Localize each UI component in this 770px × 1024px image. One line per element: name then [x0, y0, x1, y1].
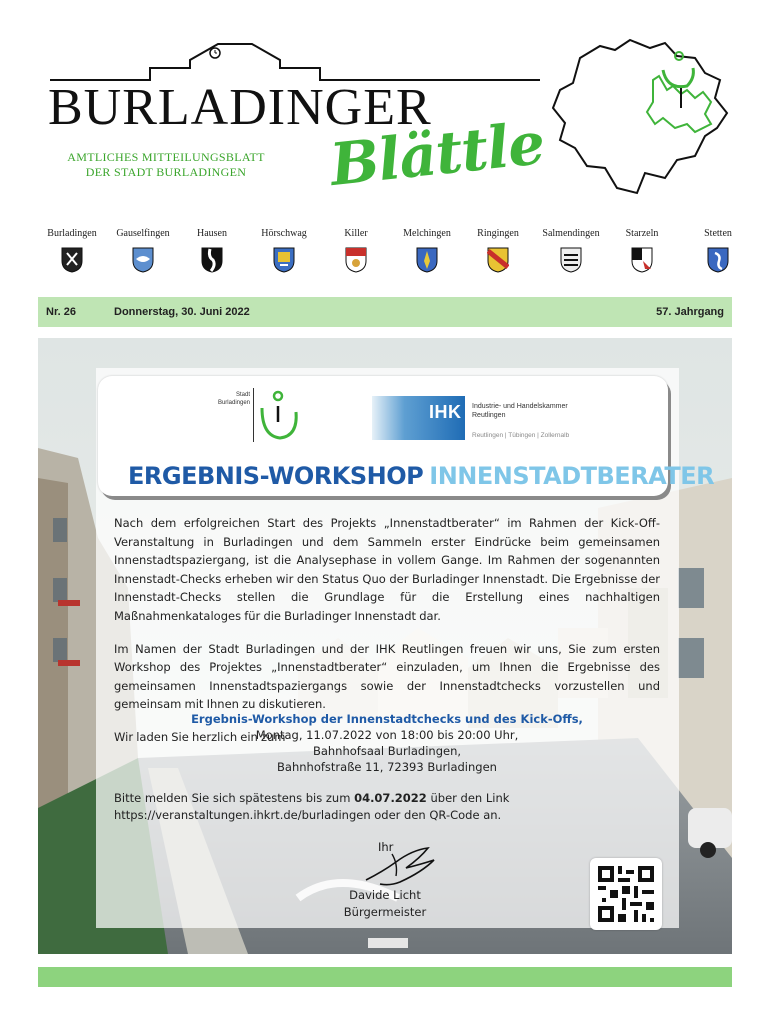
issue-date: Donnerstag, 30. Juni 2022	[114, 306, 250, 318]
burladingen-crest-icon	[61, 247, 83, 273]
village-stetten	[678, 228, 758, 273]
event-address: Bahnhofstraße 11, 72393 Burladingen	[277, 760, 497, 774]
masthead-script-title: Blättle	[327, 108, 548, 200]
killer-crest-icon	[345, 247, 367, 273]
village-name: Salmendingen	[542, 228, 600, 239]
signer-name: Davide Licht	[349, 888, 421, 902]
village-name: Ringingen	[477, 228, 519, 239]
event-details	[114, 711, 660, 775]
issue-volume: 57. Jahrgang	[656, 306, 724, 318]
village-ringingen	[458, 228, 538, 273]
village-salmendingen	[531, 228, 611, 273]
ihk-logo-text: IHK	[429, 402, 462, 422]
village-name: Hausen	[197, 228, 227, 239]
closing-text: Ihr	[378, 840, 394, 854]
headline-part2: INNENSTADTBERATER	[429, 462, 715, 490]
footer-bar	[38, 967, 732, 987]
village-name: Gauselfingen	[116, 228, 170, 239]
village-gauselfingen	[103, 228, 183, 273]
region-map-icon	[545, 28, 735, 208]
masthead	[0, 0, 770, 225]
issue-bar	[38, 297, 732, 327]
poster-headline	[128, 462, 714, 490]
ihk-cities: Reutlingen | Tübingen | Zollernalb	[472, 432, 570, 439]
event-date: Montag, 11.07.2022 von 18:00 bis 20:00 Uhr,	[255, 728, 519, 742]
ihk-name	[472, 402, 568, 420]
village-name: Starzeln	[625, 228, 659, 239]
village-name: Burladingen	[47, 228, 97, 239]
signer-title: Bürgermeister	[343, 905, 427, 919]
subtitle-line2: DER STADT BURLADINGEN	[85, 165, 247, 179]
stetten-crest-icon	[707, 247, 729, 273]
paragraph-invitation: Im Namen der Stadt Burladingen und der IHK Reutlingen freuen wir uns, Sie zum ersten Workshop des Projektes „Innenstadtberater“ einzuladen, um Ihnen die Ergebnisse des gemeinsamen Innenstadtspaziergangs sowie der Innenstadtchecks vorzustellen und gemeinsam mit Ihnen zu diskutieren.	[114, 641, 660, 712]
stadt-burladingen-label	[180, 391, 250, 407]
event-title: Ergebnis-Workshop der Innenstadtchecks und des Kick-Offs,	[191, 712, 583, 726]
village-killer	[316, 228, 396, 273]
gauselfingen-crest-icon	[132, 247, 154, 273]
village-starzeln	[602, 228, 682, 273]
handwritten-signature	[362, 842, 442, 888]
starzeln-crest-icon	[631, 247, 653, 273]
stadt-burladingen-logo-icon	[258, 388, 302, 444]
issue-number: Nr. 26	[46, 306, 76, 318]
hoerschwag-crest-icon	[273, 247, 295, 273]
paragraph-welcome: Wir laden Sie herzlich ein zum	[114, 729, 286, 744]
melchingen-crest-icon	[416, 247, 438, 273]
headline-part1: ERGEBNIS-WORKSHOP	[128, 462, 424, 490]
salmendingen-crest-icon	[560, 247, 582, 273]
register-prefix: Bitte melden Sie sich spätestens bis zum	[114, 791, 355, 805]
subtitle-line1: AMTLICHES MITTEILUNGSBLATT	[67, 150, 265, 164]
event-place: Bahnhofsaal Burladingen,	[312, 744, 462, 758]
village-name: Killer	[344, 228, 368, 239]
register-suffix: über den Link	[426, 791, 510, 805]
village-crest-row	[40, 228, 730, 288]
ihk-name-line1: Industrie- und Handelskammer	[472, 403, 568, 410]
village-name: Hörschwag	[261, 228, 307, 239]
village-hoerschwag	[244, 228, 324, 273]
ihk-name-line2: Reutlingen	[472, 412, 506, 419]
stadt-label-line1: Stadt	[235, 392, 250, 398]
village-hausen	[172, 228, 252, 273]
village-burladingen	[32, 228, 112, 273]
stadt-label-line2: Burladingen	[217, 400, 250, 406]
paragraph-intro: Nach dem erfolgreichen Start des Projekts „Innenstadtberater“ im Rahmen der Kick-Off-Veranstaltung in Burladingen und dem Sammeln erster Eindrücke beim gemeinsamen Innenstadtspaziergang, ist die Analysephase in vollem Gange. Im Rahmen der sogenannten Innenstadt-Checks erheben wir den Status Quo der Burladinger Innenstadt. Die Ergebnisse der Innenstadt-Checks stellen die Grundlage für die Erstellung eines nachhaltigen Maßnahmenkataloges für die Burladinger Innenstadt dar.	[114, 516, 660, 623]
masthead-title: BURLADINGER	[48, 79, 432, 136]
registration-link[interactable]: https://veranstaltungen.ihkrt.de/burladingen oder den QR-Code an.	[114, 808, 502, 822]
logo-divider	[253, 388, 254, 442]
qr-code-icon	[598, 866, 654, 922]
village-melchingen	[387, 228, 467, 273]
masthead-subtitle	[56, 150, 276, 180]
register-deadline: 04.07.2022	[354, 791, 427, 805]
signer	[320, 887, 450, 921]
qr-code[interactable]	[590, 858, 662, 930]
village-name: Stetten	[704, 228, 732, 239]
village-name: Melchingen	[403, 228, 451, 239]
registration-note	[114, 790, 660, 824]
hausen-crest-icon	[201, 247, 223, 273]
ringingen-crest-icon	[487, 247, 509, 273]
